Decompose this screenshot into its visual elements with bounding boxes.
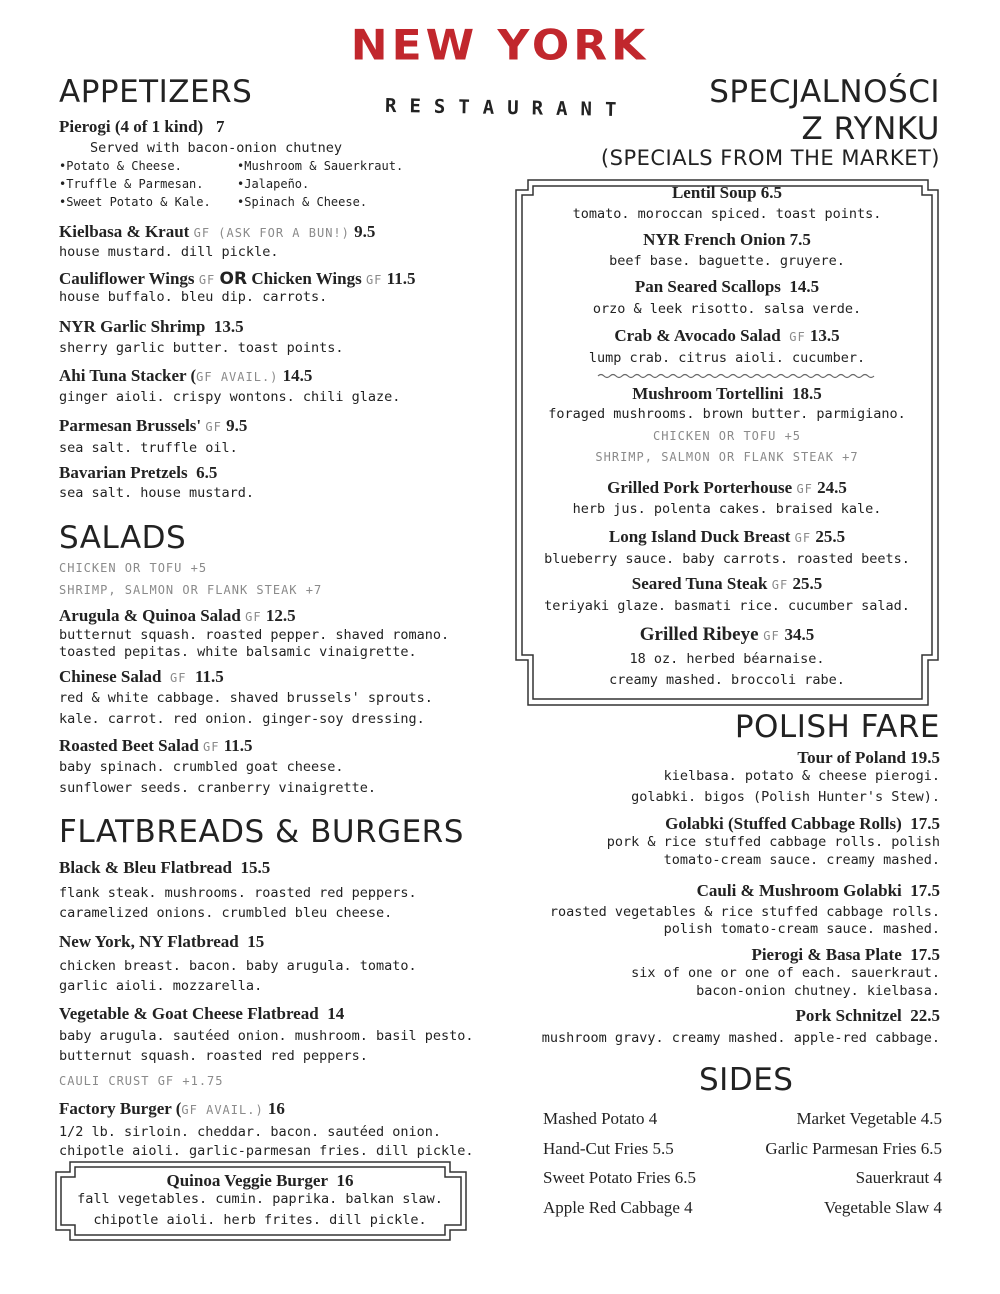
- menu-item-tour-of-poland: Tour of Poland 19.5: [797, 748, 940, 767]
- menu-item-veg-goat-flatbread: Vegetable & Goat Cheese Flatbread 14: [59, 1004, 345, 1023]
- salad-addon: CHICKEN OR TOFU +5: [59, 561, 208, 575]
- side-item: Mashed Potato 4: [543, 1109, 658, 1128]
- tortellini-addon: SHRIMP, SALMON OR FLANK STEAK +7: [595, 450, 859, 464]
- menu-item-pierogi: Pierogi (4 of 1 kind) 7: [59, 117, 225, 136]
- menu-item-desc: tomato. moroccan spiced. toast points.: [572, 206, 882, 222]
- tortellini-addon: CHICKEN OR TOFU +5: [652, 429, 802, 443]
- restaurant-logo-subtitle: RESTAURANT: [384, 94, 630, 122]
- menu-item-desc: house buffalo. bleu dip. carrots.: [59, 289, 328, 305]
- menu-item-desc: flank steak. mushrooms. roasted red peppers.: [59, 885, 417, 901]
- menu-item-beet-salad: Roasted Beet Salad GF 11.5: [59, 736, 253, 755]
- side-item: Garlic Parmesan Fries 6.5: [765, 1139, 942, 1158]
- menu-item-chinese-salad: Chinese Salad GF 11.5: [59, 667, 224, 686]
- menu-item-black-bleu-flatbread: Black & Bleu Flatbread 15.5: [59, 858, 271, 877]
- menu-item-desc: polish tomato-cream sauce. mashed.: [663, 921, 940, 937]
- menu-item-desc: chipotle aioli. herb frites. dill pickle.: [93, 1212, 427, 1228]
- menu-item-brussels: Parmesan Brussels' GF 9.5: [59, 416, 248, 435]
- menu-item-wings: Cauliflower Wings GF OR Chicken Wings GF 11.5: [59, 269, 416, 289]
- menu-item-desc: sunflower seeds. cranberry vinaigrette.: [59, 780, 376, 796]
- menu-item-desc: Served with bacon-onion chutney: [90, 140, 342, 156]
- menu-item-desc: sherry garlic butter. toast points.: [59, 340, 344, 356]
- menu-item-desc: sea salt. truffle oil.: [59, 440, 238, 456]
- menu-item-desc: tomato-cream sauce. creamy mashed.: [663, 852, 940, 868]
- wavy-divider: [598, 375, 874, 378]
- menu-item-garlic-shrimp: NYR Garlic Shrimp 13.5: [59, 317, 244, 336]
- menu-item-desc: creamy mashed. broccoli rabe.: [609, 672, 845, 688]
- menu-item-desc: butternut squash. roasted pepper. shaved romano.: [59, 627, 450, 643]
- pierogi-option: •Jalapeño.: [237, 177, 310, 191]
- menu-item-desc: kielbasa. potato & cheese pierogi.: [663, 768, 940, 784]
- menu-item-desc: toasted pepitas. white balsamic vinaigrette.: [59, 644, 417, 660]
- pierogi-option: •Spinach & Cheese.: [237, 195, 368, 209]
- menu-item-pierogi-basa: Pierogi & Basa Plate 17.5: [751, 945, 940, 964]
- menu-item-desc: pork & rice stuffed cabbage rolls. polish: [606, 834, 940, 850]
- menu-item-desc: herb jus. polenta cakes. braised kale.: [572, 501, 882, 517]
- menu-item-quinoa-burger: Quinoa Veggie Burger 16: [166, 1171, 354, 1190]
- menu-item-pretzels: Bavarian Pretzels 6.5: [59, 463, 218, 482]
- menu-item-desc: teriyaki glaze. basmati rice. cucumber salad.: [544, 598, 910, 614]
- pierogi-option: •Sweet Potato & Kale.: [59, 195, 211, 209]
- appetizers-title: APPETIZERS: [59, 74, 253, 110]
- side-item: Sauerkraut 4: [855, 1168, 942, 1187]
- special-tortellini: Mushroom Tortellini 18.5: [632, 384, 822, 403]
- menu-item-desc: foraged mushrooms. brown butter. parmigiano.: [548, 406, 906, 422]
- special-duck-breast: Long Island Duck Breast GF 25.5: [608, 527, 846, 546]
- menu-item-desc: 1/2 lb. sirloin. cheddar. bacon. sautéed onion.: [59, 1124, 442, 1140]
- menu-item-desc: red & white cabbage. shaved brussels' sprouts.: [59, 690, 433, 706]
- cauli-crust-addon: CAULI CRUST GF +1.75: [59, 1074, 224, 1088]
- side-item: Sweet Potato Fries 6.5: [543, 1168, 696, 1187]
- menu-item-desc: butternut squash. roasted red peppers.: [59, 1048, 368, 1064]
- restaurant-logo: NEW YORK: [350, 21, 650, 70]
- menu-item-arugula-salad: Arugula & Quinoa Salad GF 12.5: [59, 606, 296, 625]
- menu-item-desc: sea salt. house mustard.: [59, 485, 255, 501]
- menu-item-desc: chicken breast. bacon. baby arugula. tomato.: [59, 958, 417, 974]
- side-item: Hand-Cut Fries 5.5: [543, 1139, 674, 1158]
- menu-item-pork-schnitzel: Pork Schnitzel 22.5: [795, 1006, 940, 1025]
- menu-item-factory-burger: Factory Burger (GF AVAIL.) 16: [59, 1099, 285, 1118]
- side-item: Apple Red Cabbage 4: [543, 1198, 693, 1217]
- special-lentil-soup: Lentil Soup 6.5: [671, 183, 783, 202]
- menu-item-ahi-tuna: Ahi Tuna Stacker (GF AVAIL.) 14.5: [59, 366, 313, 385]
- menu-item-desc: six of one or one of each. sauerkraut.: [631, 965, 940, 981]
- menu-item-desc: baby arugula. sautéed onion. mushroom. basil pesto.: [59, 1028, 474, 1044]
- menu-item-desc: orzo & leek risotto. salsa verde.: [592, 301, 862, 317]
- polish-fare-title: POLISH FARE: [734, 709, 940, 745]
- menu-item-cauli-golabki: Cauli & Mushroom Golabki 17.5: [696, 881, 940, 900]
- menu-item-desc: roasted vegetables & rice stuffed cabbage rolls.: [549, 904, 940, 920]
- menu-item-desc: garlic aioli. mozzarella.: [59, 978, 263, 994]
- menu-item-desc: house mustard. dill pickle.: [59, 244, 279, 260]
- salad-addon: SHRIMP, SALMON OR FLANK STEAK +7: [59, 583, 323, 597]
- menu-item-desc: kale. carrot. red onion. ginger-soy dressing.: [59, 711, 425, 727]
- flatbreads-title: FLATBREADS & BURGERS: [59, 814, 464, 850]
- menu-item-desc: beef base. baguette. gruyere.: [609, 253, 845, 269]
- special-ribeye: Grilled Ribeye GF 34.5: [639, 624, 815, 645]
- menu-item-desc: ginger aioli. crispy wontons. chili glaze.: [59, 389, 401, 405]
- menu-item-desc: bacon-onion chutney. kielbasa.: [696, 983, 940, 999]
- pierogi-option: •Mushroom & Sauerkraut.: [237, 159, 404, 173]
- menu-item-desc: lump crab. citrus aioli. cucumber.: [588, 350, 866, 366]
- special-tuna-steak: Seared Tuna Steak GF 25.5: [631, 574, 823, 593]
- special-pork-porterhouse: Grilled Pork Porterhouse GF 24.5: [607, 478, 847, 497]
- menu-item-desc: baby spinach. crumbled goat cheese.: [59, 759, 344, 775]
- specials-subtitle: (SPECIALS FROM THE MARKET): [600, 146, 940, 170]
- menu-item-desc: mushroom gravy. creamy mashed. apple-red cabbage.: [541, 1030, 940, 1046]
- menu-item-desc: golabki. bigos (Polish Hunter's Stew).: [631, 789, 940, 805]
- special-french-onion: NYR French Onion 7.5: [643, 230, 811, 249]
- menu-item-ny-flatbread: New York, NY Flatbread 15: [59, 932, 265, 951]
- menu-item-desc: 18 oz. herbed béarnaise.: [629, 651, 825, 667]
- menu-item-kielbasa: Kielbasa & Kraut GF (ASK FOR A BUN!) 9.5: [59, 222, 376, 241]
- menu-item-desc: blueberry sauce. baby carrots. roasted beets.: [544, 551, 910, 567]
- pierogi-option: •Potato & Cheese.: [59, 159, 182, 173]
- special-scallops: Pan Seared Scallops 14.5: [634, 277, 820, 296]
- side-item: Vegetable Slaw 4: [823, 1198, 942, 1217]
- menu-item-desc: fall vegetables. cumin. paprika. balkan slaw.: [77, 1191, 443, 1207]
- menu-item-desc: caramelized onions. crumbled bleu cheese.: [59, 905, 393, 921]
- specials-title: SPECJALNOŚCI: [709, 74, 940, 110]
- sides-title: SIDES: [699, 1062, 794, 1098]
- specials-title-2: Z RYNKU: [801, 111, 940, 147]
- menu-item-golabki: Golabki (Stuffed Cabbage Rolls) 17.5: [665, 814, 940, 833]
- special-crab-salad: Crab & Avocado Salad GF 13.5: [614, 326, 840, 345]
- side-item: Market Vegetable 4.5: [796, 1109, 942, 1128]
- pierogi-option: •Truffle & Parmesan.: [59, 177, 204, 191]
- menu-item-desc: chipotle aioli. garlic-parmesan fries. dill pickle.: [59, 1143, 474, 1159]
- salads-title: SALADS: [59, 520, 187, 556]
